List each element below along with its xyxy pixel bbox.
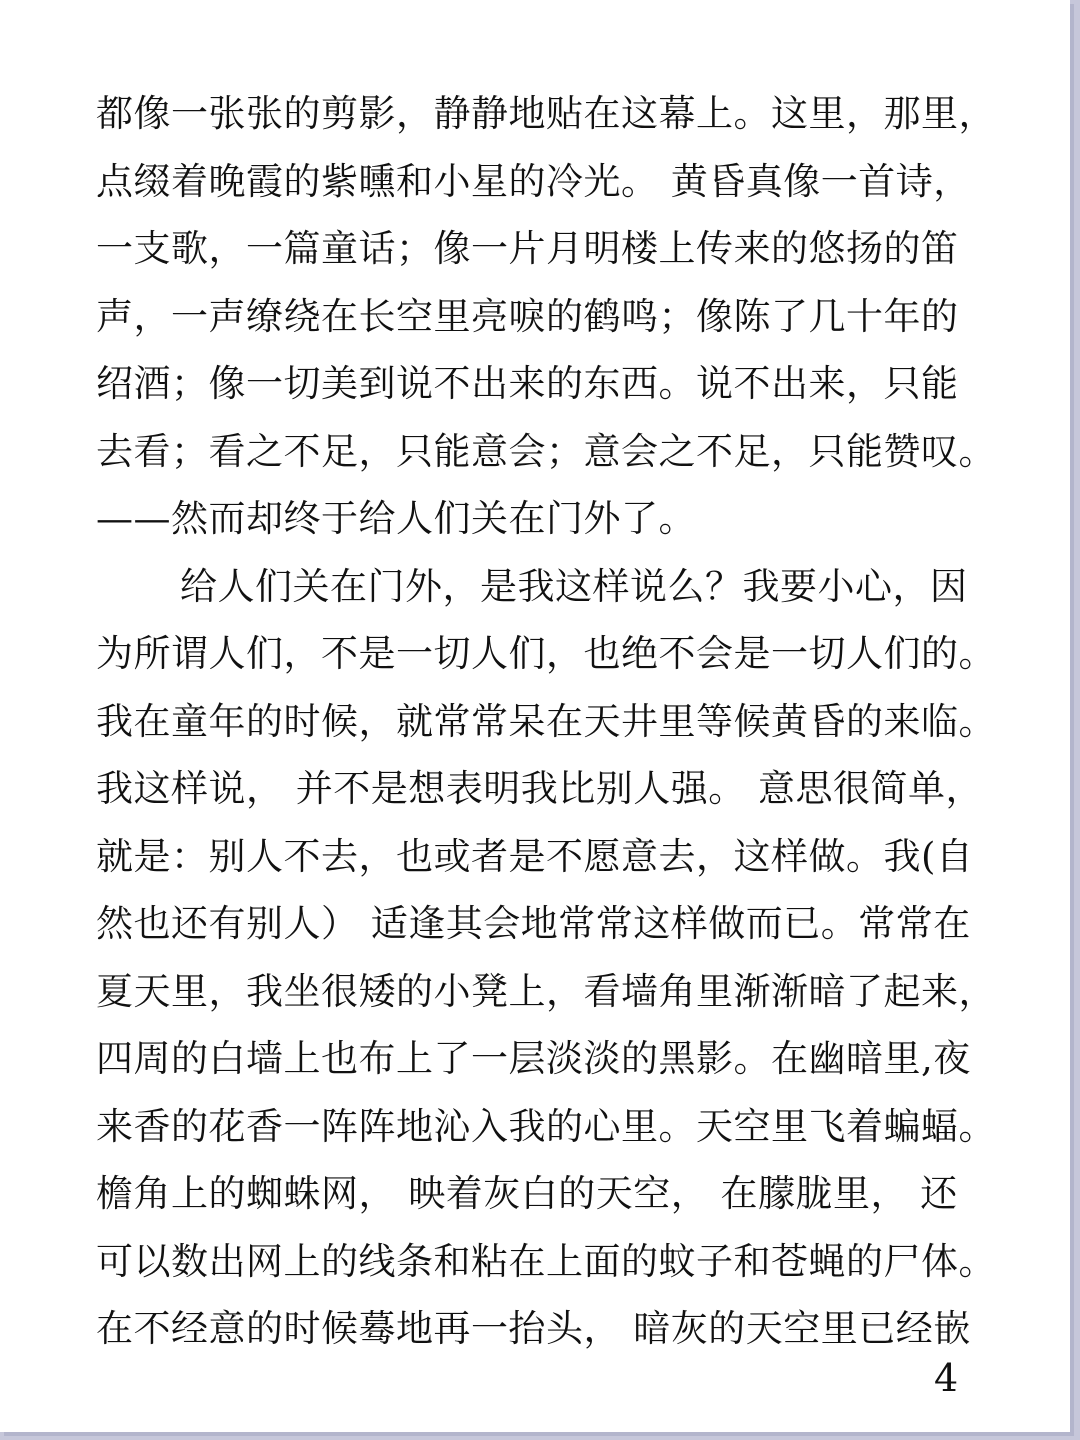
text-line-18: 可以数出网上的线条和粘在上面的蚊子和苍蝇的尸体。 (96, 1239, 996, 1283)
text-line-13: 然也还有别人） 适逢其会地常常这样做而已。常常在 (96, 902, 971, 945)
text-line-12: 就是：别人不去，也或者是不愿意去，这样做。我(自 (96, 834, 974, 878)
page-number: 4 (934, 1356, 959, 1400)
text-line-2: 点缀着晚霞的紫曛和小星的冷光。 黄昏真像一首诗， (96, 159, 971, 203)
text-line-14: 夏天里，我坐很矮的小凳上，看墙角里渐渐暗了起来， (96, 969, 996, 1013)
text-line-5: 绍酒；像一切美到说不出来的东西。说不出来，只能 (96, 362, 959, 405)
text-line-8-paragraph-start: 给人们关在门外，是我这样说么？我要小心，因 (180, 564, 968, 608)
text-line-16: 来香的花香一阵阵地沁入我的心里。天空里飞着蝙蝠。 (96, 1104, 996, 1148)
text-line-7: ——然而却终于给人们关在门外了。 (96, 497, 696, 540)
text-line-9: 为所谓人们，不是一切人们，也绝不会是一切人们的。 (96, 632, 996, 675)
text-line-3: 一支歌，一篇童话；像一片月明楼上传来的悠扬的笛 (96, 227, 959, 270)
text-line-6: 去看；看之不足，只能意会；意会之不足，只能赞叹。 (96, 429, 996, 473)
text-line-11: 我这样说， 并不是想表明我比别人强。 意思很简单， (96, 767, 984, 810)
text-line-1: 都像一张张的剪影，静静地贴在这幕上。这里，那里， (96, 92, 996, 135)
text-line-19: 在不经意的时候蓦地再一抬头， 暗灰的天空里已经嵌 (96, 1307, 971, 1350)
text-line-17: 檐角上的蜘蛛网， 映着灰白的天空， 在朦胧里， 还 (96, 1172, 958, 1215)
text-line-15: 四周的白墙上也布上了一层淡淡的黑影。在幽暗里,夜 (96, 1037, 971, 1080)
text-line-10: 我在童年的时候，就常常呆在天井里等候黄昏的来临。 (96, 699, 996, 743)
text-line-4: 声，一声缭绕在长空里亮唳的鹤鸣；像陈了几十年的 (96, 294, 959, 338)
body-text (96, 80, 1026, 1363)
